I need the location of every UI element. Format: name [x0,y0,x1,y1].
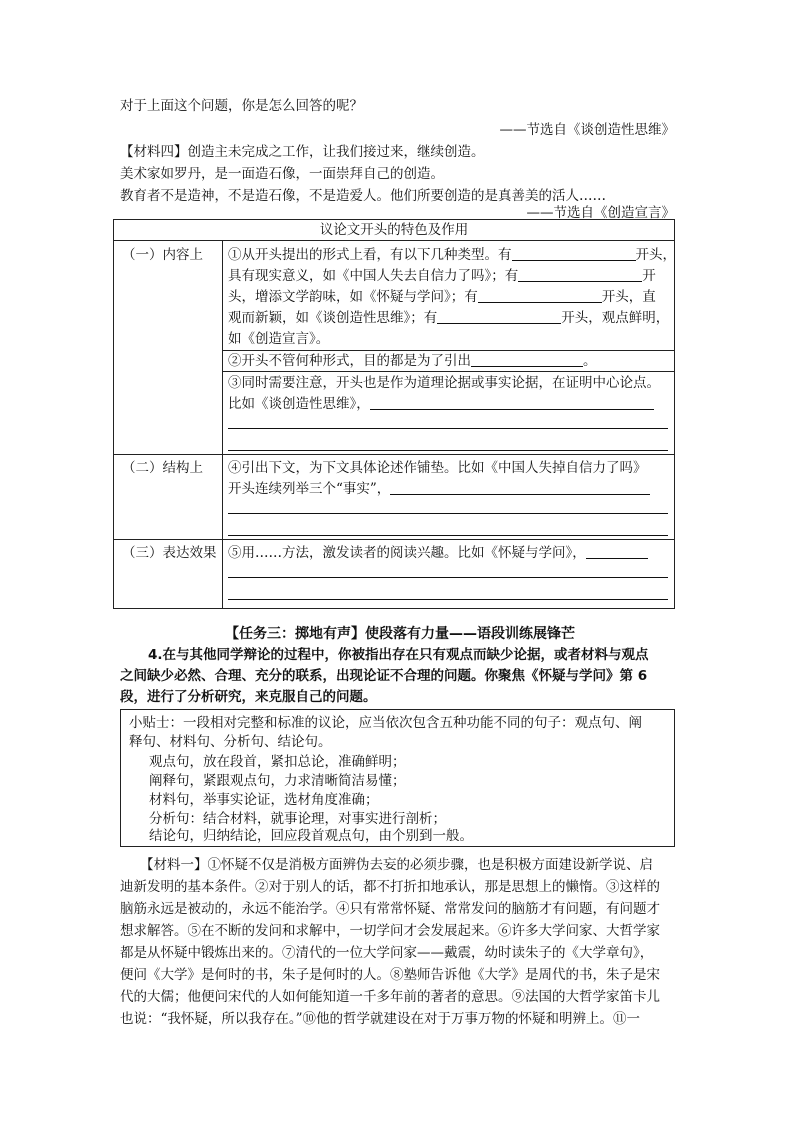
content-type-line-4 [228,308,669,329]
answer-line[interactable] [228,513,668,514]
tip-line: 观点句，放在段首，紧扣总论，准确鲜明； [149,754,406,770]
tip-box [120,709,675,847]
material-four-line-3: 教育者不是造神，不是造石像，不是造爱人。他们所要创造的是真善美的活人…… [120,188,606,204]
source-citation-2: ——节选自《创造宣言》 [526,205,675,221]
answer-line[interactable] [228,450,668,451]
tip-line: 分析句：结合材料，就事论理，对事实进行剖析； [149,811,446,827]
answer-line[interactable] [228,428,668,429]
structure-line-2 [228,479,650,500]
text-segment: ①从开头提出的形式上看，有以下几种类型。有 [228,247,512,263]
opening-features-table [113,219,675,609]
fill-blank[interactable] [471,352,583,367]
material-one-line: 脑筋永远是被动的，永远不能治学。④只有常常怀疑、常常发问的脑筋才有问题，有问题才 [120,901,660,917]
text-segment: 开 [642,268,656,284]
fill-blank[interactable] [586,544,648,559]
material-one-line: 迪新发明的基本条件。②对于别人的话，都不打折扣地承认，那是思想上的懒惰。③这样的 [120,879,660,895]
content-type-line-3 [228,287,656,308]
answer-line[interactable] [228,577,668,578]
table-title: 议论文开头的特色及作用 [319,222,469,238]
fill-blank[interactable] [518,267,642,282]
purpose-line [228,351,597,372]
material-one-line: 便问《大学》是何时的书，朱子是何时的人。⑧塾师告诉他《大学》是周代的书，朱子是宋 [120,967,660,983]
text-segment: 开头，直 [601,289,656,305]
text-segment: 观而新颖，如《谈创造性思维》；有 [228,310,438,326]
material-one-line: 想求解答。⑤在不断的发问和求解中，一切学问才会发展起来。⑥许多大学问家、大哲学家 [120,923,660,939]
text-segment: 开头， [635,247,676,263]
tip-line: 小贴士：一段相对完整和标准的议论，应当依次包含五种功能不同的句子：观点句、阐 [129,715,642,731]
argument-line-2 [228,394,654,415]
fill-blank[interactable] [512,246,636,261]
fill-blank[interactable] [390,480,650,495]
material-four-text: 创造主未完成之工作，让我们接过来，继续创造。 [187,144,485,160]
material-one-line: 也说：“我怀疑，所以我存在。”⑩他的哲学就建设在对于万事万物的怀疑和明辨上。⑪一 [120,1011,641,1027]
tip-line: 阐释句，紧跟观点句，力求清晰简洁易懂； [149,773,406,789]
text-segment: 头，增添文学韵味，如《怀疑与学问》；有 [228,289,478,305]
text-segment: ⑤用……方法，激发读者的阅读兴趣。比如《怀疑与学问》， [228,545,586,561]
tip-line: 释句、材料句、分析句、结论句。 [129,734,332,750]
content-type-line-1 [228,245,676,266]
question-4-line-3: 段，进行了分析研究，来克服自己的问题。 [120,689,377,705]
material-four-line [120,142,485,162]
text-segment: 比如《谈创造性思维》， [228,396,370,412]
answer-line[interactable] [228,535,668,536]
fill-blank[interactable] [370,395,654,410]
answer-line[interactable] [228,599,668,600]
tip-line: 材料句，举事实论证，选材角度准确； [149,792,379,808]
question-line: 对于上面这个问题，你是怎么回答的呢？ [120,98,363,114]
text-segment: 。 [583,353,597,369]
question-4-line-1: 4.在与其他同学辩论的过程中，你被指出存在只有观点而缺少论据，或者材料与观点 [148,647,649,663]
material-four-line-2: 美术家如罗丹，是一面造石像，一面崇拜自己的创造。 [120,166,444,182]
text-segment: 开头连续列举三个“事实”， [228,481,391,497]
text-segment: ②开头不管何种形式，目的都是为了引出 [228,353,471,369]
question-4-line-2: 之间缺少必然、合理、充分的联系，出现论证不合理的问题。你聚焦《怀疑与学问》第 6 [120,668,648,684]
material-four-label: 【材料四】 [120,144,188,160]
content-type-line-2 [228,266,656,287]
row-label-content: （一）内容上 [122,247,203,263]
row-label-expression: （三）表达效果 [122,545,217,561]
material-one-line: 【材料一】①怀疑不仅是消极方面辨伪去妄的必须步骤，也是积极方面建设新学说、启 [140,857,653,873]
structure-line-1: ④引出下文，为下文具体论述作铺垫。比如《中国人失掉自信力了吗》 [228,460,647,476]
fill-blank[interactable] [437,309,561,324]
fill-blank[interactable] [478,288,602,303]
source-citation: ——节选自《谈创造性思维》 [499,122,675,138]
text-segment: 开头，观点鲜明， [561,310,670,326]
material-one-line: 代的大儒；他便问宋代的人如何能知道一千多年前的著者的意思。⑨法国的大哲学家笛卡儿 [120,989,660,1005]
row-label-structure: （二）结构上 [122,460,203,476]
tip-line: 结论句，归纳结论，回应段首观点句，由个别到一般。 [149,828,473,844]
material-one-line: 都是从怀疑中锻炼出来的。⑦清代的一位大学问家——戴震，幼时读朱子的《大学章句》， [120,945,654,961]
expression-line-1 [228,543,648,564]
argument-line-1: ③同时需要注意，开头也是作为道理论据或事实论据，在证明中心论点。 [228,375,660,391]
text-segment: 具有现实意义，如《中国人失去自信力了吗》；有 [228,268,519,284]
content-type-line-5: 如《创造宣言》。 [228,331,330,347]
task-three-title: 【任务三：掷地有声】使段落有力量——语段训练展锋芒 [225,626,575,642]
